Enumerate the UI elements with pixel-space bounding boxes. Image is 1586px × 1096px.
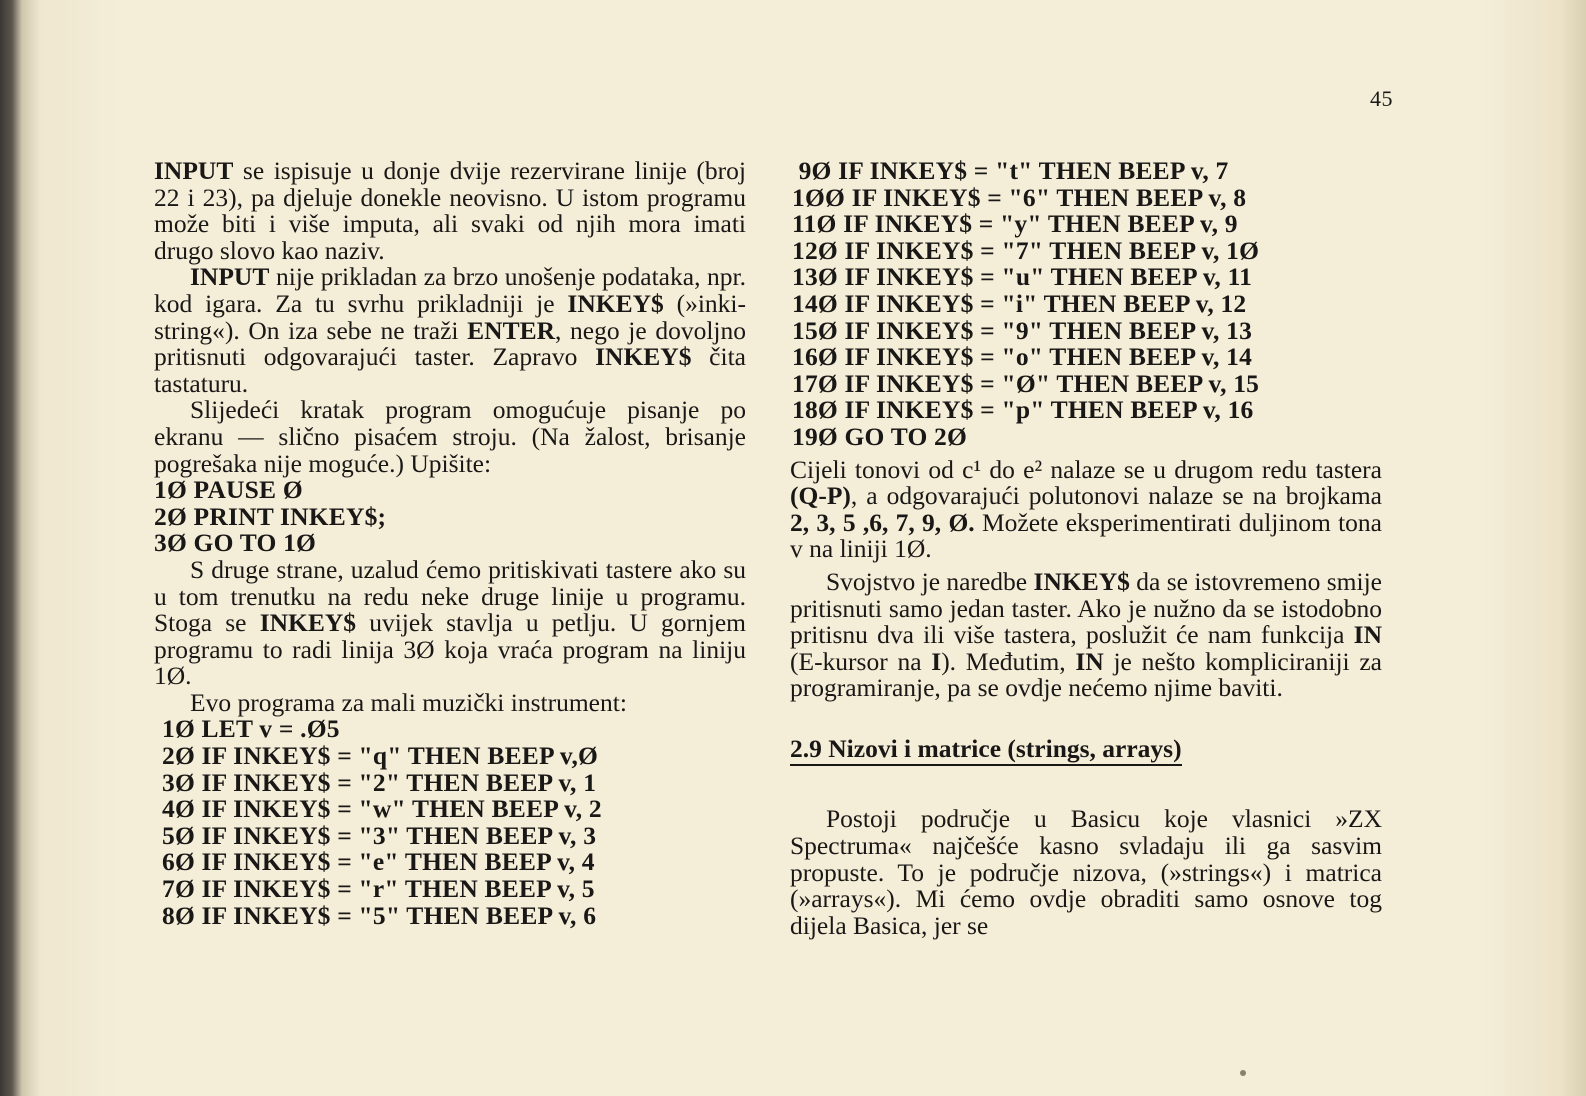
text-run: Cijeli tonovi od c¹ do e² nalaze se u drugom redu tastera: [790, 454, 1382, 484]
bold-keyword: INPUT: [154, 156, 234, 185]
text-run: čita tastaturu.: [154, 342, 746, 398]
code-line: 19Ø GO TO 2Ø: [792, 421, 968, 451]
text-run: (»inki-string«). On iza sebe ne traži: [154, 288, 746, 345]
bold-keyword: IN: [1353, 620, 1382, 650]
code-line: 11Ø IF INKEY$ = "y" THEN BEEP v, 9: [792, 209, 1238, 239]
code-line: 16Ø IF INKEY$ = "o" THEN BEEP v, 14: [792, 342, 1253, 372]
bold-keyword: 2, 3, 5 ,6, 7, 9, Ø.: [790, 507, 975, 537]
code-line: 1Ø LET v = .Ø5: [162, 714, 340, 744]
section-heading: 2.9 Nizovi i matrice (strings, arrays): [790, 736, 1182, 767]
text-run: uvijek stavlja u petlju. U gornjem programu to radi linija 3Ø koja vraća program na liniju 1Ø.: [154, 608, 746, 691]
paragraph-loop-note: [154, 554, 746, 691]
text-run: da se istovremeno smije pritisnuti samo jedan taster. Ako je nužno da se istodobno pritisnu dva ili više tastera, poslužit će nam funkcija: [790, 566, 1382, 650]
code-line: 8Ø IF INKEY$ = "5" THEN BEEP v, 6: [162, 900, 597, 930]
code-instrument-program-part1: [154, 716, 746, 929]
text-run: S druge strane, uzalud ćemo pritiskivati tastere ako su u tom trenutku na redu neke druge linije u programu. Stoga se: [154, 554, 746, 638]
page-number: 45: [1370, 86, 1393, 111]
text-run: je nešto kompliciraniji za programiranje, pa se ovdje nećemo njime baviti.: [790, 646, 1382, 703]
bold-keyword: I: [931, 646, 942, 676]
code-line: 14Ø IF INKEY$ = "i" THEN BEEP v, 12: [792, 288, 1247, 318]
code-line: 12Ø IF INKEY$ = "7" THEN BEEP v, 1Ø: [792, 235, 1260, 265]
text-run: , nego je dovoljno pritisnuti odgovarajući taster. Zapravo: [154, 315, 746, 372]
bold-keyword: INKEY$: [259, 608, 357, 638]
text-run: (E-kursor na: [790, 646, 932, 676]
code-line: 2Ø IF INKEY$ = "q" THEN BEEP v,Ø: [162, 741, 599, 771]
code-line: 17Ø IF INKEY$ = "Ø" THEN BEEP v, 15: [792, 368, 1260, 398]
paper-speck: [1240, 1070, 1246, 1076]
bold-keyword: INKEY$: [595, 342, 692, 372]
text-run: ). Međutim,: [941, 646, 1076, 676]
text-run: , a odgovarajući polutonovi nalaze se na brojkama: [850, 481, 1382, 511]
text-run: nije prikladan za brzo unošenje podataka, npr. kod igara. Za tu svrhu prikladniji je: [154, 262, 746, 318]
code-instrument-program-part2: [790, 158, 1382, 451]
code-line: 4Ø IF INKEY$ = "w" THEN BEEP v, 2: [162, 794, 602, 824]
code-line: 2Ø PRINT INKEY$;: [154, 501, 387, 531]
code-line: 1ØØ IF INKEY$ = "6" THEN BEEP v, 8: [792, 182, 1247, 212]
paragraph-inkey-intro: [154, 264, 746, 397]
text-run: Možete eksperimentirati duljinom tona v na liniji 1Ø.: [790, 507, 1382, 564]
text-run: se ispisuje u donje dvije rezervirane linije (broj 22 i 23), pa djeluje donekle neovisno. U istom programu može biti i više imputa, ali svaki od njih mora imati drugo slovo kao naziv.: [154, 156, 746, 265]
code-typewriter-program: [154, 477, 746, 557]
bold-keyword: INPUT: [190, 262, 270, 292]
code-line: 15Ø IF INKEY$ = "9" THEN BEEP v, 13: [792, 315, 1253, 345]
right-column: [790, 158, 1382, 939]
code-line: 7Ø IF INKEY$ = "r" THEN BEEP v, 5: [162, 874, 595, 904]
code-line: 18Ø IF INKEY$ = "p" THEN BEEP v, 16: [792, 395, 1254, 425]
code-line: 9Ø IF INKEY$ = "t" THEN BEEP v, 7: [792, 156, 1229, 185]
bold-keyword: ENTER: [467, 315, 556, 345]
paragraph-instrument-intro: Evo programa za mali muzički instrument:: [190, 687, 627, 717]
paragraph-typewriter: Slijedeći kratak program omogućuje pisanje po ekranu — slično pisaćem stroju. (Na žalost, brisanje pogrešaka nije moguće.) Upišite:: [154, 395, 746, 478]
paragraph-input-intro: [154, 158, 746, 264]
paragraph-tones: [790, 454, 1382, 564]
bold-keyword: (Q-P): [790, 481, 851, 511]
code-line: 3Ø IF INKEY$ = "2" THEN BEEP v, 1: [162, 767, 597, 797]
code-line: 13Ø IF INKEY$ = "u" THEN BEEP v, 11: [792, 262, 1253, 292]
bold-keyword: INKEY$: [567, 288, 664, 318]
paragraph-strings-arrays: Postoji područje u Basicu koje vlasnici »ZX Spectruma« najčešće kasno svladaju ili ga sasvim propuste. To je područje nizova, (»strings«) i matrica (»arrays«). Mi ćemo ovdje obraditi samo osnove tog dijela Basica, jer se: [790, 804, 1382, 940]
text-run: Svojstvo je naredbe: [826, 566, 1034, 596]
code-line: 6Ø IF INKEY$ = "e" THEN BEEP v, 4: [162, 847, 595, 877]
code-line: 3Ø GO TO 1Ø: [154, 528, 317, 558]
code-line: 1Ø PAUSE Ø: [154, 475, 303, 505]
paragraph-inkey-limitation: [790, 566, 1382, 703]
bold-keyword: INKEY$: [1033, 566, 1130, 596]
bold-keyword: IN: [1075, 646, 1104, 676]
code-line: 5Ø IF INKEY$ = "3" THEN BEEP v, 3: [162, 820, 597, 850]
left-column: [154, 158, 746, 929]
